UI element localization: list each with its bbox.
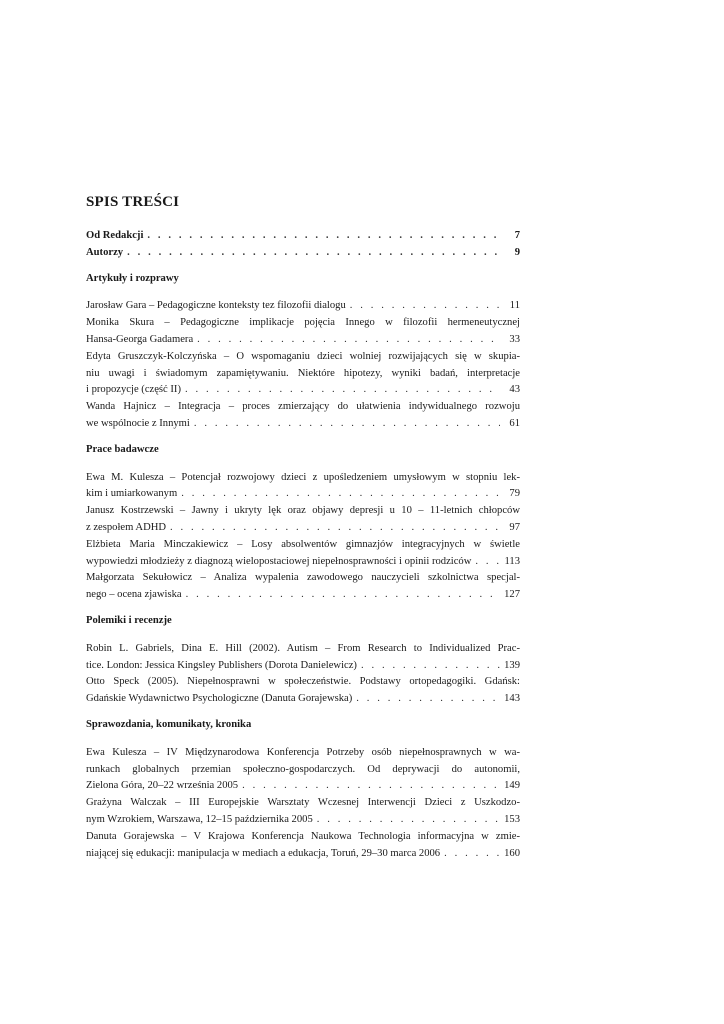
toc-entry[interactable]	[86, 503, 520, 537]
toc-entry-line	[86, 503, 520, 520]
toc-entry-text: Hansa-Georga Gadamera	[86, 333, 194, 345]
toc-entry-line	[86, 829, 520, 846]
toc-entry-line	[86, 366, 520, 383]
toc-entry-editorial[interactable]	[86, 228, 520, 245]
toc-entry[interactable]	[86, 298, 520, 315]
toc-entry-line	[86, 691, 520, 708]
leader-dots	[181, 486, 500, 503]
toc-page-number: 33	[509, 333, 520, 345]
leader-dots	[242, 778, 500, 795]
section-heading: Artykuły i rozprawy	[86, 272, 179, 284]
toc-entry[interactable]	[86, 829, 520, 863]
leader-dots	[444, 846, 500, 863]
toc-entry-line	[86, 349, 520, 366]
toc-entry[interactable]	[86, 795, 520, 829]
toc-entry-line	[86, 778, 520, 795]
toc-entry[interactable]	[86, 570, 520, 604]
toc-entry-text: Wanda Hajnicz – Integracja – proces zmierzający do ułatwienia indywidualnego rozwoju	[86, 401, 520, 413]
toc-entry-text: Monika Skura – Pedagogiczne implikacje pojęcia Innego w filozofii hermeneutycznej	[86, 317, 520, 329]
toc-entry-line	[86, 812, 520, 829]
toc-entry-line	[86, 658, 520, 675]
toc-entry-text: wypowiedzi młodzieży z diagnozą wielopostaciowej niepełnosprawności i opinii rodziców	[86, 555, 472, 567]
toc-entry-line	[86, 554, 520, 571]
toc-entry-line	[86, 795, 520, 812]
section-heading: Sprawozdania, komunikaty, kronika	[86, 718, 252, 730]
toc-entry-text: Danuta Gorajewska – V Krajowa Konferencja Naukowa Technologia informacyjna w zmie-	[86, 830, 520, 842]
toc-entry-text: Edyta Gruszczyk-Kolczyńska – O wspomaganiu dzieci wolniej rozwijających się w skupia-	[86, 350, 520, 362]
toc-entry-text: tice. London: Jessica Kingsley Publishers (Dorota Danielewicz)	[86, 659, 357, 671]
toc-entry-line	[86, 520, 520, 537]
toc-entry-text: Grażyna Walczak – III Europejskie Warsztaty Wczesnej Interwencji Dzieci z Uszkodzo-	[86, 797, 520, 809]
toc-entry[interactable]	[86, 537, 520, 571]
toc-entry-text: nym Wzrokiem, Warszawa, 12–15 października 2005	[86, 813, 313, 825]
toc-entry[interactable]	[86, 349, 520, 399]
leader-dots	[147, 228, 500, 245]
toc-entry-line	[86, 315, 520, 332]
toc-entry[interactable]	[86, 674, 520, 708]
toc-entry-label: Od Redakcji	[86, 230, 144, 241]
toc-entry-label: Autorzy	[86, 246, 124, 258]
toc-entry-line	[86, 399, 520, 416]
toc-entry-text: runkach globalnych przemian społeczno-gospodarczych. Od deprywacji do autonomii,	[86, 763, 520, 775]
toc-entry-text: Jarosław Gara – Pedagogiczne konteksty tez filozofii dialogu	[86, 300, 346, 312]
leader-dots	[356, 691, 500, 708]
toc-page-number: 43	[509, 384, 520, 396]
toc-entry-text: niu uwagi i świadomym zapamiętywaniu. Niektóre hipotezy, wyniki badań, interpretacje	[86, 367, 520, 379]
toc-entry-text: z zespołem ADHD	[86, 521, 167, 533]
toc-entry-text: Małgorzata Sekułowicz – Analiza wypalenia zawodowego nauczycieli szkolnictwa specjal-	[86, 572, 520, 584]
toc-entry-text: we wspólnocie z Innymi	[86, 417, 190, 429]
toc-entry-line	[86, 470, 520, 487]
table-of-contents	[86, 228, 520, 862]
toc-entry-line	[86, 537, 520, 554]
section-heading: Polemiki i recenzje	[86, 614, 172, 626]
leader-dots	[194, 416, 500, 433]
leader-dots	[186, 587, 500, 604]
toc-entry[interactable]	[86, 641, 520, 675]
toc-entry-line	[86, 298, 520, 315]
toc-page-number: 7	[514, 230, 520, 241]
toc-page-number: 149	[504, 780, 520, 792]
toc-entry-line	[86, 416, 520, 433]
toc-entry-text: Gdańskie Wydawnictwo Psychologiczne (Danuta Gorajewska)	[86, 693, 353, 705]
toc-entry-line	[86, 486, 520, 503]
toc-entry-text: nego – ocena zjawiska	[86, 589, 182, 601]
leader-dots	[197, 332, 500, 349]
leader-dots	[185, 382, 500, 399]
toc-page-number: 11	[509, 300, 520, 312]
toc-page-number: 97	[509, 521, 520, 533]
toc-entry-text: niającej się edukacji: manipulacja w mediach a edukacja, Toruń, 29–30 marca 2006	[86, 847, 441, 859]
toc-entry-line	[86, 587, 520, 604]
section-heading: Prace badawcze	[86, 443, 159, 455]
toc-entry-text: Ewa Kulesza – IV Międzynarodowa Konferencja Potrzeby osób niepełnosprawnych w wa-	[86, 746, 520, 758]
toc-page-number: 160	[504, 847, 520, 859]
toc-entry-authors[interactable]	[86, 245, 520, 262]
toc-entry-text: kim i umiarkowanym	[86, 488, 178, 500]
leader-dots	[350, 298, 500, 315]
toc-page-number: 139	[504, 659, 520, 671]
toc-entry-text: i propozycje (część II)	[86, 384, 181, 396]
toc-entry-text: Robin L. Gabriels, Dina E. Hill (2002). Autism – From Research to Individualized Prac-	[86, 642, 520, 654]
toc-entry[interactable]	[86, 470, 520, 504]
toc-entry-line	[86, 762, 520, 779]
toc-page-number: 127	[504, 589, 520, 601]
toc-entry-line	[86, 674, 520, 691]
leader-dots	[170, 520, 500, 537]
toc-entry-line	[86, 846, 520, 863]
toc-page-number: 143	[504, 693, 520, 705]
toc-entry-line	[86, 745, 520, 762]
toc-entry-line	[86, 382, 520, 399]
toc-page-number: 61	[509, 417, 520, 429]
toc-entry-text: Otto Speck (2005). Niepełnosprawni w społeczeństwie. Podstawy ortopedagogiki. Gdańsk:	[86, 676, 520, 688]
toc-entry-line	[86, 332, 520, 349]
toc-entry-line	[86, 570, 520, 587]
toc-entry-line	[86, 641, 520, 658]
toc-entry[interactable]	[86, 745, 520, 795]
toc-page-number: 79	[509, 488, 520, 500]
toc-page-number: 113	[504, 555, 520, 567]
leader-dots	[317, 812, 500, 829]
toc-entry-text: Ewa M. Kulesza – Potencjał rozwojowy dzieci z upośledzeniem umysłowym w stopniu lek-	[86, 471, 520, 483]
toc-page-number: 9	[514, 246, 520, 258]
leader-dots	[361, 658, 500, 675]
page-title: SPIS TREŚCI	[86, 194, 180, 210]
toc-sections	[86, 271, 520, 863]
toc-page-number: 153	[504, 813, 520, 825]
leader-dots	[475, 554, 500, 571]
toc-entry-text: Elżbieta Maria Minczakiewicz – Losy absolwentów gimnazjów integracyjnych w świetle	[86, 538, 520, 550]
leader-dots	[127, 245, 500, 262]
toc-entry[interactable]	[86, 399, 520, 433]
toc-entry-text: Janusz Kostrzewski – Jawny i ukryty lęk oraz objawy depresji u 10 – 11-letnich chłopców	[86, 505, 520, 517]
toc-entry-text: Zielona Góra, 20–22 września 2005	[86, 780, 239, 792]
toc-entry[interactable]	[86, 315, 520, 349]
